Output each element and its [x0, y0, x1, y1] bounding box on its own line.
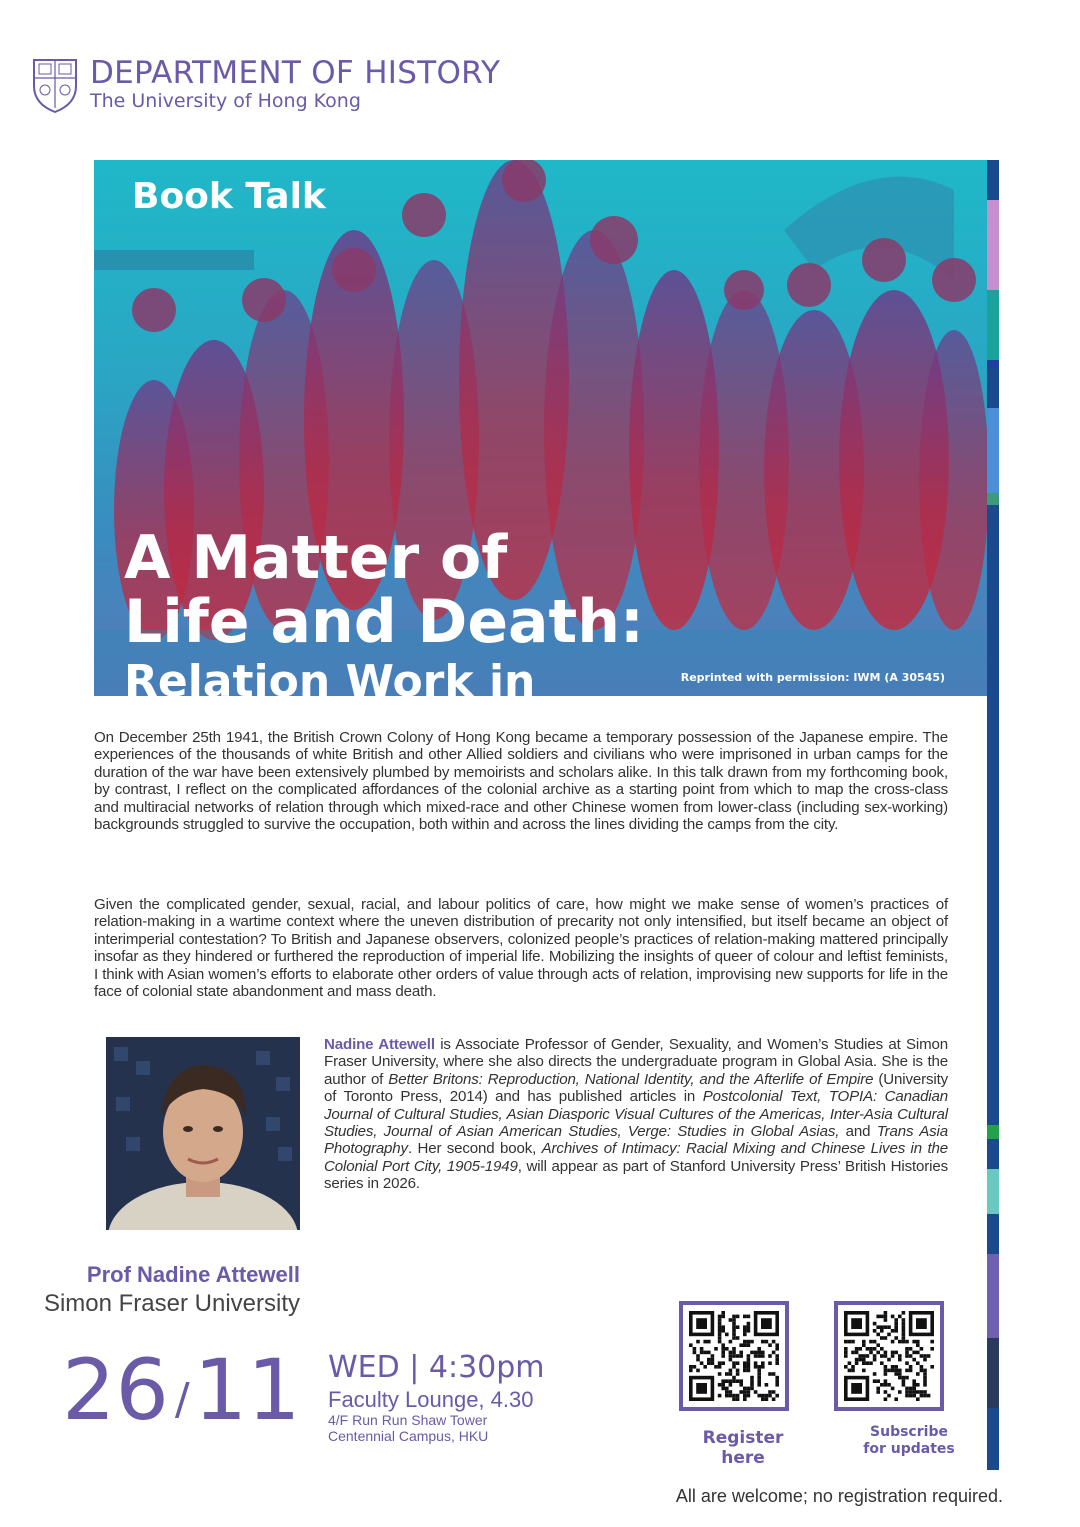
bio-speaker-name: Nadine Attewell: [324, 1036, 435, 1053]
speaker-affiliation: Simon Fraser University: [43, 1290, 300, 1317]
bio-text: , will appear as part of Stanford University Press’ British Histories series in 2026.: [324, 1157, 948, 1193]
subscribe-label-line-2: for updates: [863, 1441, 955, 1457]
event-address-line-1: 4/F Run Run Shaw Tower: [328, 1412, 488, 1428]
register-label[interactable]: Register here: [702, 1428, 784, 1468]
speaker-name: Prof Nadine Attewell: [86, 1262, 300, 1287]
book-title-line-2: Life and Death:: [124, 587, 644, 657]
date-separator: /: [174, 1374, 190, 1425]
event-month: 11: [193, 1341, 301, 1439]
event-weekday-time: WED | 4:30pm: [328, 1350, 545, 1385]
book-title: [124, 523, 644, 696]
bio-text: and: [839, 1123, 877, 1141]
event-venue: Faculty Lounge, 4.30: [328, 1387, 534, 1412]
bio-journal-list: Postcolonial Text, TOPIA: Canadian Journal of Cultural Studies, Asian Diasporic Visual Cultures of the Americas, Inter-Asia Cultural Studies, Journal of Asian American Studies, Verge: Studies in Global Asias,: [324, 1088, 948, 1141]
event-type-label: Book Talk: [132, 176, 326, 217]
subscribe-qr-code[interactable]: [834, 1301, 944, 1411]
university-name: The University of Hong Kong: [90, 90, 361, 112]
bio-journal-title: Trans Asia Photography: [324, 1123, 948, 1158]
register-qr-code[interactable]: [679, 1301, 789, 1411]
speaker-portrait: [106, 1037, 300, 1230]
bio-book-title: Archives of Intimacy: Racial Mixing and Chinese Lives in the Colonial Port City, 1905-1949: [324, 1140, 948, 1175]
book-title-line-1: A Matter of: [124, 523, 508, 593]
event-date: [62, 1341, 301, 1439]
abstract-paragraph-1: On December 25th 1941, the British Crown Colony of Hong Kong became a temporary possession of the Japanese empire. The experiences of the thousands of white British and other Allied soldiers and civilians who were imprisoned in urban camps for the duration of the war have been extensively plumbed by memoirists and scholars alike. In this talk drawn from my forthcoming book, by contrast, I reflect on the complicated affordances of the colonial archive as a starting point from which to map the cross-class and multiracial networks of relation through which mixed-race and other Chinese women from lower-class (including sex-working) backgrounds struggled to survive the occupation, both within and across the lines dividing the camps from the city.: [94, 729, 948, 834]
event-day: 26: [62, 1341, 169, 1439]
hku-crest-icon: [30, 56, 80, 114]
book-subtitle-line-1: Relation Work in: [124, 656, 536, 696]
subscribe-label[interactable]: [834, 1424, 984, 1458]
welcome-note: All are welcome; no registration required.: [675, 1486, 1003, 1506]
page-header: [30, 56, 500, 114]
event-address-line-2: Centennial Campus, HKU: [328, 1428, 489, 1444]
speaker-block: [44, 1262, 300, 1318]
bio-book-title: Better Britons: Reproduction, National Identity, and the Afterlife of Empire: [388, 1070, 874, 1088]
bio-text: is Associate Professor of Gender, Sexuality, and Women’s Studies at Simon Fraser University, where she also directs the undergraduate program in Global Asia. She is the author of: [324, 1036, 949, 1088]
event-details: [328, 1350, 545, 1444]
department-name: DEPARTMENT OF HISTORY: [90, 55, 501, 91]
hero-banner: [94, 160, 987, 696]
abstract-paragraph-2: Given the complicated gender, sexual, racial, and labour politics of care, how might we make sense of women’s practices of relation-making in a wartime context where the uneven distribution of precarity not only intensified, but itself became an object of interimperial contestation? To British and Japanese observers, colonized people’s practices of relation-making mattered principally insofar as they hindered or furthered the reproduction of imperial life. Mobilizing the insights of queer of colour and leftist feminists, I think with Asian women’s efforts to elaborate other orders of value through acts of relation, improvising new supports for life in the face of colonial state abandonment and mass death.: [94, 896, 948, 1001]
speaker-bio: [324, 1036, 948, 1193]
bio-text: (University of Toronto Press, 2014) and has published articles in: [324, 1070, 949, 1106]
decorative-color-strip: [987, 160, 999, 1470]
bio-text: . Her second book,: [407, 1140, 542, 1158]
subscribe-label-line-1: Subscribe: [870, 1424, 948, 1440]
photo-credit: Reprinted with permission: IWM (A 30545): [680, 671, 945, 684]
